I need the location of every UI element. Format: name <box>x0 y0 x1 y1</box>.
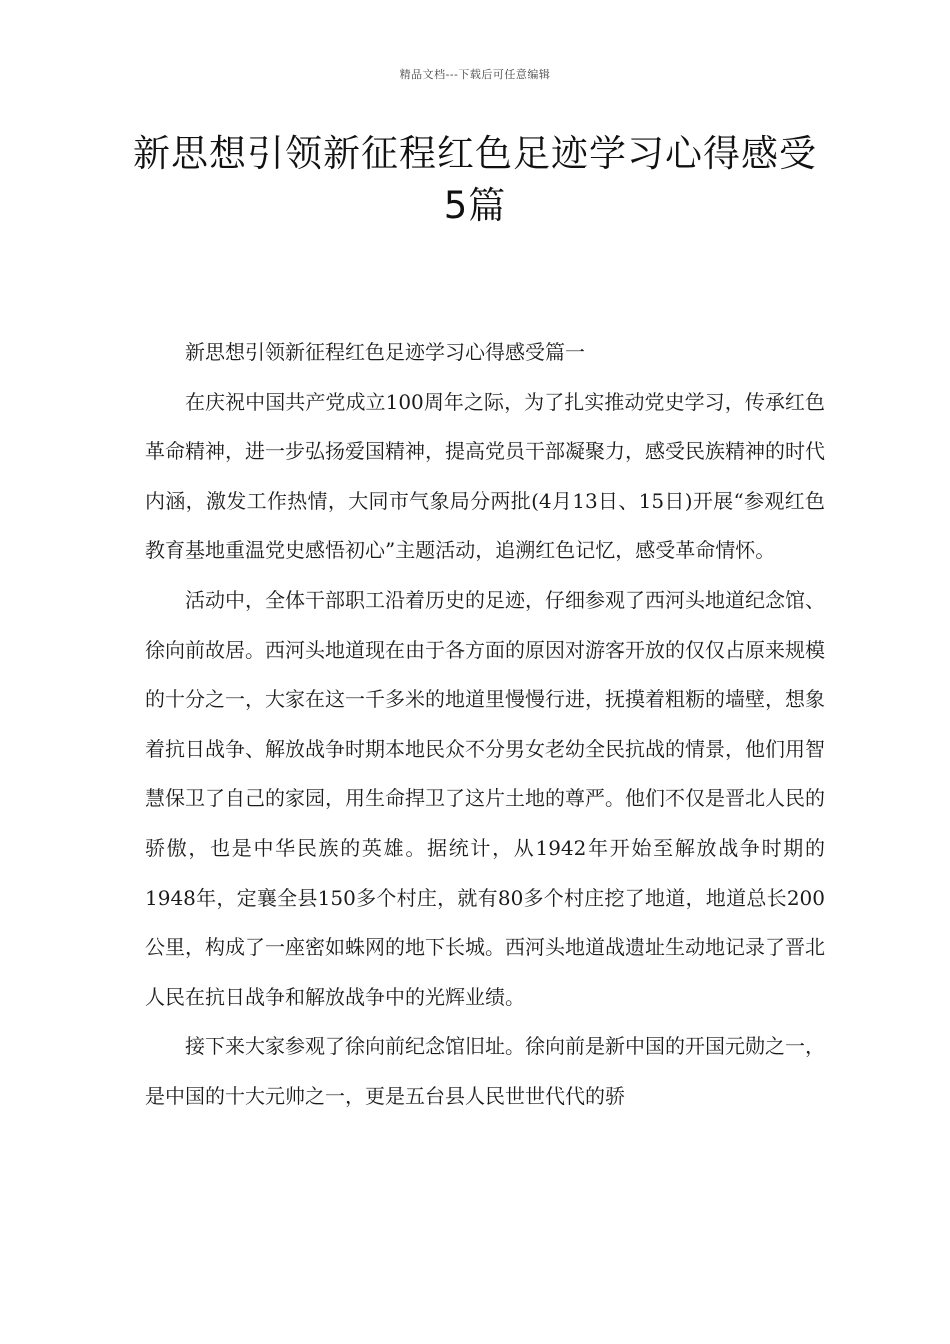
section-heading: 新思想引领新征程红色足迹学习心得感受篇一 <box>185 340 585 364</box>
document-body <box>145 328 825 1122</box>
document-title: 新思想引领新征程红色足迹学习心得感受5篇 <box>133 132 817 227</box>
paragraph-1: 在庆祝中国共产党成立100周年之际，为了扎实推动党史学习，传承红色革命精神，进一步弘扬爱国精神，提高党员干部凝聚力，感受民族精神的时代内涵，激发工作热情，大同市气象局分两批(4月13日、15日)开展“参观红色教育基地重温党史感悟初心”主题活动，追溯红色记忆，感受革命情怀。 <box>145 389 825 563</box>
header-note: 精品文档---下载后可任意编辑 <box>399 68 551 81</box>
paragraph-3: 接下来大家参观了徐向前纪念馆旧址。徐向前是新中国的开国元勋之一，是中国的十大元帅之一，更是五台县人民世世代代的骄 <box>145 1034 825 1108</box>
paragraph-2: 活动中，全体干部职工沿着历史的足迹，仔细参观了西河头地道纪念馆、徐向前故居。西河头地道现在由于各方面的原因对游客开放的仅仅占原来规模的十分之一，大家在这一千多米的地道里慢慢行进，抚摸着粗粝的墙壁，想象着抗日战争、解放战争时期本地民众不分男女老幼全民抗战的情景，他们用智慧保卫了自己的家园，用生命捍卫了这片土地的尊严。他们不仅是晋北人民的骄傲，也是中华民族的英雄。据统计，从1942年开始至解放战争时期的1948年，定襄全县150多个村庄，就有80多个村庄挖了地道，地道总长200公里，构成了一座密如蛛网的地下长城。西河头地道战遗址生动地记录了晋北人民在抗日战争和解放战争中的光辉业绩。 <box>145 587 825 1009</box>
